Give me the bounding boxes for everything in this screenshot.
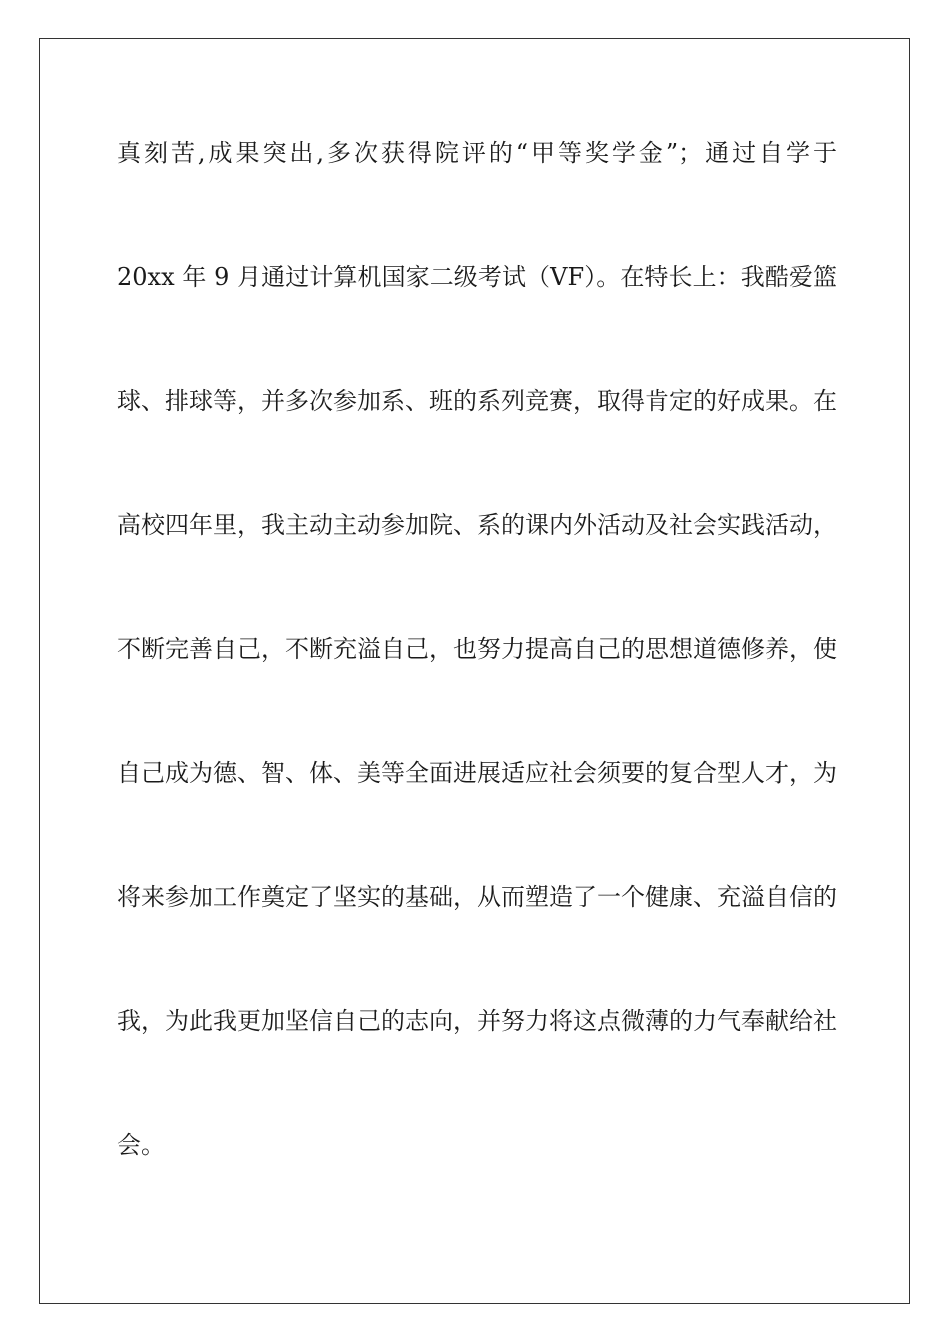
text-line-9: 会。 bbox=[117, 1131, 165, 1159]
text-line-5: 不断完善自己，不断充溢自己，也努力提高自己的思想道德修养，使 bbox=[117, 635, 837, 663]
text-line-2: 20xx 年 9 月通过计算机国家二级考试（VF）。在特长上：我酷爱篮 bbox=[117, 263, 837, 291]
text-line-4: 高校四年里，我主动主动参加院、系的课内外活动及社会实践活动， bbox=[117, 511, 837, 539]
text-line-1: 真刻苦,成果突出,多次获得院评的“甲等奖学金”；通过自学于 bbox=[117, 139, 837, 167]
text-line-3: 球、排球等，并多次参加系、班的系列竞赛，取得肯定的好成果。在 bbox=[117, 387, 837, 415]
text-line-7: 将来参加工作奠定了坚实的基础，从而塑造了一个健康、充溢自信的 bbox=[117, 883, 837, 911]
text-line-8: 我，为此我更加坚信自己的志向，并努力将这点微薄的力气奉献给社 bbox=[117, 1007, 837, 1035]
text-line-6: 自己成为德、智、体、美等全面进展适应社会须要的复合型人才，为 bbox=[117, 759, 837, 787]
page-border bbox=[39, 38, 910, 1304]
